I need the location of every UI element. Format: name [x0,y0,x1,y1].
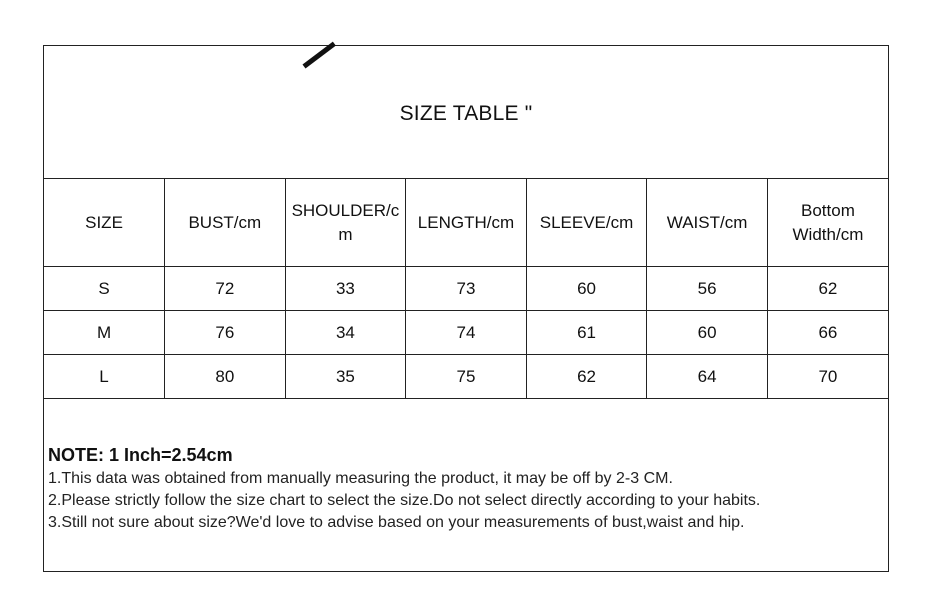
table-cell: 34 [285,311,406,355]
table-header-row [44,179,888,267]
table-cell: 80 [165,355,286,399]
table-cell: 75 [406,355,527,399]
table-cell: 61 [526,311,647,355]
table-row [44,311,888,355]
header-sleeve: SLEEVE/cm [526,179,647,267]
table-cell: 56 [647,267,768,311]
table-cell: 62 [767,267,888,311]
note-line: 1.This data was obtained from manually measuring the product, it may be off by 2-3 CM. [48,470,673,487]
slash-mark-icon [302,42,335,69]
table-cell: L [44,355,165,399]
page-title: SIZE TABLE " [399,102,533,125]
note-line: 3.Still not sure about size?We'd love to advise based on your measurements of bust,waist and hip. [48,514,745,531]
table-cell: 60 [647,311,768,355]
size-chart-frame [43,45,889,572]
table-cell: 60 [526,267,647,311]
table-cell: 62 [526,355,647,399]
table-cell: 66 [767,311,888,355]
table-cell: 64 [647,355,768,399]
table-cell: 70 [767,355,888,399]
table-cell: 73 [406,267,527,311]
table-cell: 72 [165,267,286,311]
notes-section [48,444,884,534]
header-length: LENGTH/cm [406,179,527,267]
header-bottom-width: Bottom Width/cm [767,179,888,267]
table-cell: 74 [406,311,527,355]
title-area [44,46,888,179]
header-waist: WAIST/cm [647,179,768,267]
table-cell: 33 [285,267,406,311]
table-cell: M [44,311,165,355]
table-cell: 76 [165,311,286,355]
note-title: NOTE: 1 Inch=2.54cm [48,445,233,465]
table-cell: S [44,267,165,311]
table-row [44,267,888,311]
note-line: 2.Please strictly follow the size chart to select the size.Do not select directly according to your habits. [48,492,761,509]
header-bust: BUST/cm [165,179,286,267]
header-size: SIZE [44,179,165,267]
header-shoulder: SHOULDER/c m [285,179,406,267]
table-row [44,355,888,399]
table-cell: 35 [285,355,406,399]
size-table [44,178,888,399]
